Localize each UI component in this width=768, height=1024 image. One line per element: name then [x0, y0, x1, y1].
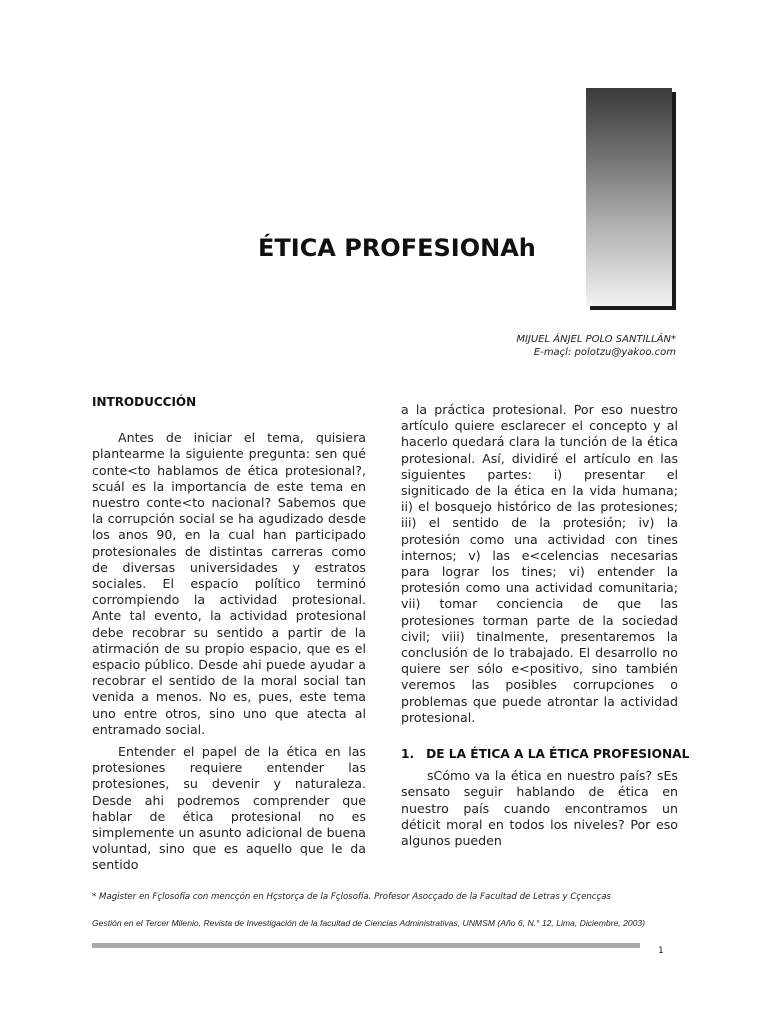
intro-paragraph-1: Antes de iniciar el tema, quisiera plantearme la siguiente pregunta: sen qué conte<to hablamos de ética protesional?, scuál es la importancia de este tema en nuestro conte<to nacional? Sabemos que la corrupción social se ha agudizado desde los anos 90, en la cual han participado protesionales de distintas carreras como de diversas universidades y estratos sociales. El espacio político terminó corrompiendo la actividad protesional. Ante tal evento, la actividad protesional debe recobrar su sentido a partir de la atirmación de su propio espacio, que es el espacio público. Desde ahi puede ayudar a recobrar el sentido de la moral social tan venida a menos. No es, pues, este tema uno entre otros, sino uno que atecta al entramado social. [92, 430, 366, 737]
author-footnote: * Magister en Fçlosofía con mencçón en Hçstorça de la Fçlosofía. Profesor Asocçado de la Facultad de Letras y Cçencças [92, 892, 611, 902]
author-name: MIJUEL ÁNJEL POLO SANTILLÁN* [516, 334, 676, 345]
journal-citation: Gestión en el Tercer Milenio, Revista de Investigación de la facultad de Ciencias Administrativas, UNMSM (Año 6, N.° 12, Lima, Diciembre, 2003) [92, 918, 646, 928]
intro-heading: INTRODUCCIÓN [92, 395, 197, 409]
author-block [516, 333, 676, 359]
page-number: 1 [658, 946, 664, 956]
footer-rule [92, 943, 640, 948]
section-1-title: DE LA ÉTICA A LA ÉTICA PROFESIONAL [426, 747, 690, 762]
right-column [401, 402, 690, 855]
decorative-gradient-box [586, 88, 672, 306]
author-email: E-maçl: polotzu@yakoo.com [533, 347, 676, 358]
left-column [92, 394, 366, 880]
intro-paragraph-2: Entender el papel de la ética en las protesiones requiere entender las protesiones, su devenir y naturaleza. Desde ahi podremos comprender que hablar de ética protesional no es simplemente un asunto adicional de buena voluntad, sino que es aquello que le da sentido [92, 744, 366, 873]
section-1-number: 1. [401, 747, 415, 762]
article-title: ÉTICA PROFESIONAh [258, 234, 536, 262]
continuation-paragraph: a la práctica protesional. Por eso nuestro artículo quiere esclarecer el concepto y al hacerlo quedará clara la tunción de la ética protesional. Así, dividiré el artículo en las siguientes partes: i) presentar el signiticado de la ética en la vida humana; ii) el bosquejo histórico de las protesiones; iii) el sentido de la protesión; iv) la protesión como una actividad con tines internos; v) las e<celencias necesarias para lograr los tines; vi) entender la protesión como una actividad comunitaria; vii) tomar conciencia de que las protesiones torman parte de la sociedad civil; viii) tinalmente, presentaremos la conclusión de lo trabajado. El desarrollo no quiere ser sólo e<positivo, sino también veremos las posibles corrupciones o problemas que puede atrontar la actividad protesional. [401, 402, 678, 725]
section-1-paragraph: sCómo va la ética en nuestro país? sEs sensato seguir hablando de ética en nuestro país cuando encontramos un déticit moral en todos los niveles? Por eso algunos pueden [401, 768, 678, 849]
section-1-heading [401, 746, 690, 762]
